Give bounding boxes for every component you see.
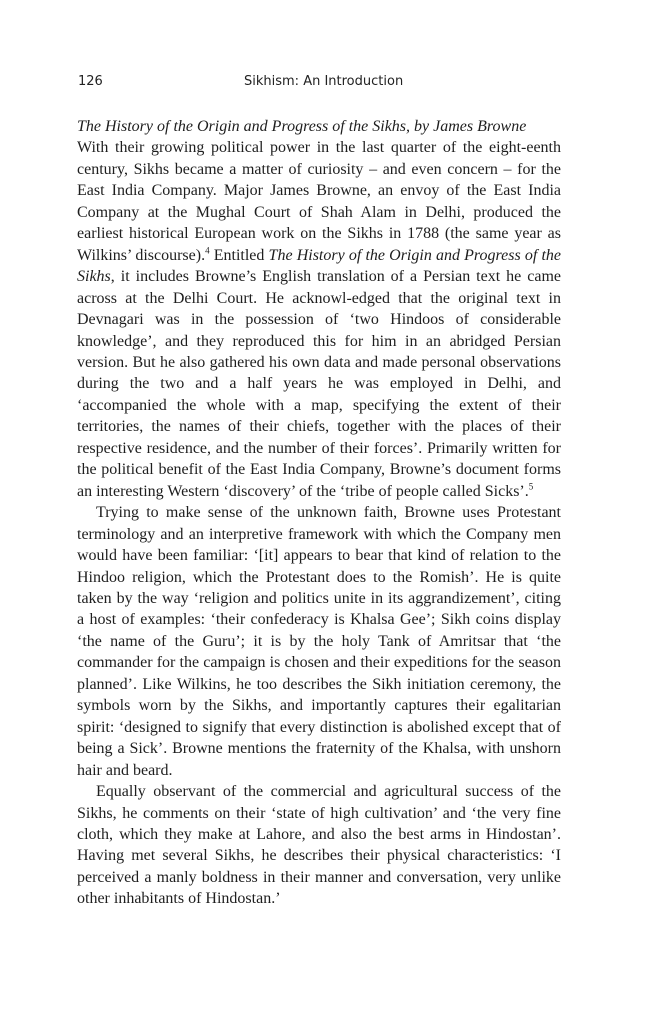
paragraph-1-part-b: Entitled [209,246,269,264]
paragraph-3: Equally observant of the commercial and agricultural success of the Sikhs, he comments on their ‘state of high cultivation’ and ‘the very fine cloth, which they make at Lahore, and also the best arms in Hindostan’. Having met several Sikhs, he describes their physical characteristics: ‘I perceived a manly boldness in their manner and conversation, very unlike other inhabitants of Hindostan.’ [77,783,561,908]
section-heading: The History of the Origin and Progress of the Sikhs, by James Browne [77,118,527,135]
footnote-ref-4[interactable]: 4 [205,245,210,256]
book-title: Sikhism: An Introduction [244,74,404,89]
book-title-italic: The History of the Origin and Progress of the Sikhs [77,246,562,286]
body-text [77,116,561,910]
footnote-ref-5[interactable]: 5 [528,481,534,492]
paragraph-1-part-c: , it includes Browne’s English translation of a Persian text he came across at the Delhi Court. He acknowl-edged that the original text in Devnagari was in the possession of ‘two Hindoos of considerable knowledge’, and they reproduced this for him in an abridged Persian version. But he also gathered his own data and made personal observations during the two and a half years he was employed in Delhi, and ‘accompanied the whole with a map, specifying the extent of their territories, the names of their chiefs, together with the places of their respective residence, and the number of their forces’. Primarily written for the political benefit of the East India Company, Browne’s document forms an interesting Western ‘discovery’ of the ‘tribe of people called Sicks’. [77,268,561,500]
page-number: 126 [78,74,103,89]
paragraph-1-part-a: With their growing political power in the last quarter of the eight-eenth century, Sikhs became a matter of curiosity – and even concern – for the East India Company. Major James Browne, an envoy of the East India Company at the Mughal Court of Shah Alam in Delhi, produced the earliest historical European work on the Sikhs in 1788 (the same year as Wilkins’ discourse). [77,139,561,264]
paragraph-2: Trying to make sense of the unknown faith, Browne uses Protestant terminology and an interpretive framework with which the Company men would have been familiar: ‘[it] appears to bear that kind of relation to the Hindoo religion, which the Protestant does to the Romish’. He is quite taken by the way ‘religion and politics unite in its aggrandizement’, citing a host of examples: ‘their confederacy is Khalsa Gee’; Sikh coins display ‘the name of the Guru’; it is by the holy Tank of Amritsar that ‘the commander for the campaign is chosen and their expeditions for the season planned’. Like Wilkins, he too describes the Sikh initiation ceremony, the symbols worn by the Sikhs, and importantly captures their egalitarian spirit: ‘designed to signify that every distinction is abolished except that of being a Sick’. Browne mentions the fraternity of the Khalsa, with unshorn hair and beard. [77,504,561,779]
paragraph-1 [77,137,561,502]
running-head [78,74,568,94]
